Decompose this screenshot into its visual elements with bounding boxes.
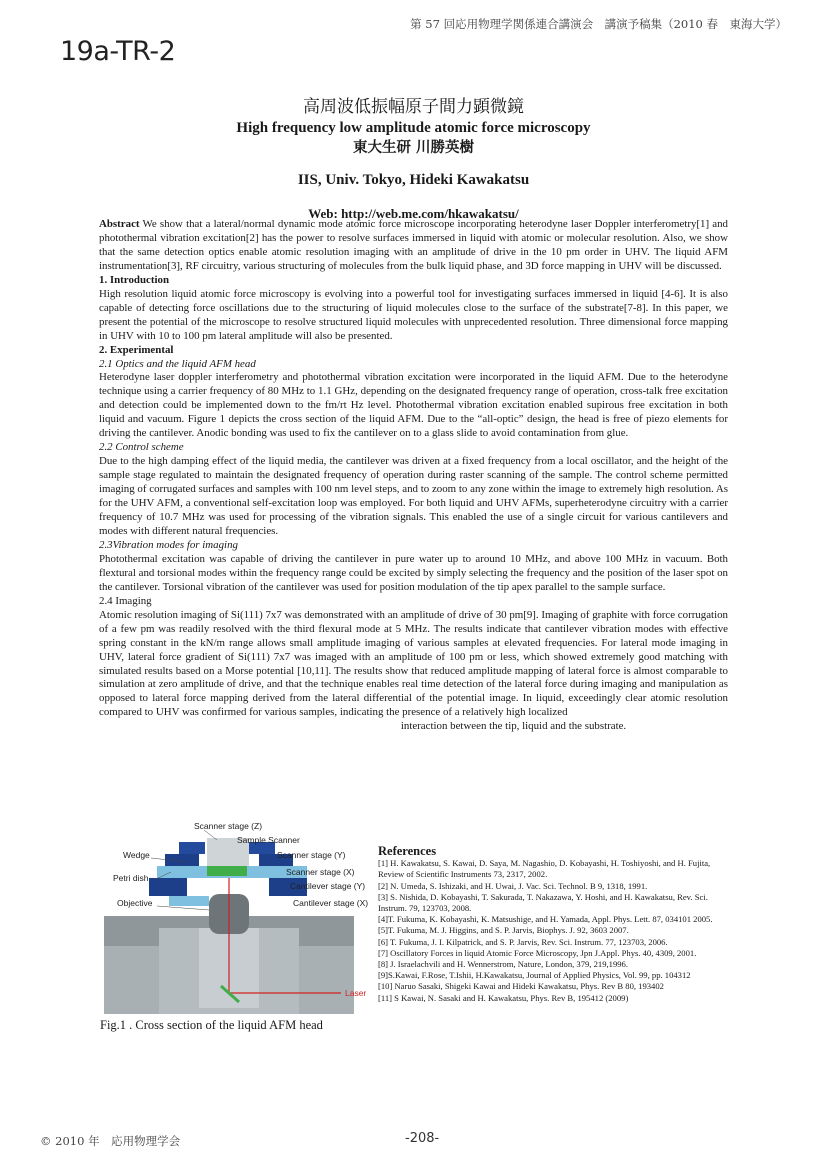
- abstract-label: Abstract: [99, 218, 140, 230]
- web-link[interactable]: Web: http://web.me.com/hkawakatsu/: [308, 206, 519, 221]
- author-japanese: 東大生研 川勝英樹: [352, 140, 475, 156]
- label-wedge: Wedge: [123, 850, 150, 860]
- sub3-heading: 2.3Vibration modes for imaging: [99, 538, 238, 551]
- intro-heading: 1. Introduction: [99, 273, 169, 286]
- references-heading: References: [378, 844, 437, 858]
- sub3-text: Photothermal excitation was capable of driving the cantilever in pure water up to around 10 MHz, and above 100 MHz in vacuum. Both flextural and torsional modes within the frequency range could be excited by simply selecting the frequency and the position of the laser spot on the cantilever. Torsional vibration of the cantilever was used for position modulation of the tip apex parallel to the sample surface.: [99, 552, 728, 593]
- reference-item: [10] Naruo Sasaki, Shigeki Kawai and Hideki Kawakatsu, Phys. Rev B 80, 193402: [378, 981, 664, 992]
- intro-text: High resolution liquid atomic force microscopy is evolving into a powerful tool for investigating surfaces immersed in liquid [4-6]. It is also capable of detecting force oscillations due to the structuring of liquid molecules close to the surface of the substrate[7-8]. In this paper, we present the potential of the microscope to resolve structured liquid molecules with unprecedented resolution. Three dimensional force mapping in UHV with 10 to 100 pm lateral amplitude will also be presented.: [99, 287, 728, 342]
- reference-item: [4]T. Fukuma, K. Kobayashi, K. Matsushige, and H. Yamada, Appl. Phys. Lett. 87, 034101 2005.: [378, 914, 713, 925]
- label-cant-x: Cantilever stage (X): [293, 898, 369, 908]
- reference-item: [6] T. Fukuma, J. I. Kilpatrick, and S. P. Jarvis, Rev. Sci. Instrum. 77, 123703, 2006.: [378, 936, 668, 947]
- figure-afm-cross-section: [99, 818, 374, 1018]
- label-objective: Objective: [117, 898, 153, 908]
- base-right-block: [299, 946, 354, 1014]
- afm-diagram: [99, 818, 374, 1018]
- label-scanner-y: Scanner stage (Y): [277, 850, 346, 860]
- title-english: High frequency low amplitude atomic force microscopy: [236, 120, 591, 136]
- scanner-y-left: [179, 842, 205, 854]
- reference-item: [9]S.Kawai, F.Rose, T.Ishii, H.Kawakatsu, Journal of Applied Physics, Vol. 99, pp. 104312: [378, 970, 691, 981]
- exp-heading: 2. Experimental: [99, 343, 174, 356]
- reference-item: [8] J. Israelachvili and H. Wennerstrom, Nature, London, 379, 219,1996.: [378, 959, 628, 970]
- references: [378, 846, 738, 1004]
- reference-item: [11] S Kawai, N. Sasaki and H. Kawakatsu, Phys. Rev B, 195412 (2009): [378, 992, 629, 1003]
- label-scanner-z: Scanner stage (Z): [194, 821, 263, 831]
- reference-item: [2] N. Umeda, S. Ishizaki, and H. Uwai, J. Vac. Sci. Technol. B 9, 1318, 1991.: [378, 880, 648, 891]
- reference-item: [1] H. Kawakatsu, S. Kawai, D. Saya, M. Nagashio, D. Kobayashi, H. Toshiyoshi, and H. Fujita, Review of Scientific Instruments 73, 2317, 2002.: [378, 858, 711, 880]
- sample: [207, 866, 247, 876]
- title-japanese: 高周波低振幅原子間力顕微鏡: [303, 97, 524, 117]
- label-cant-y: Cantilever stage (Y): [290, 881, 366, 891]
- sub2-text: Due to the high damping effect of the liquid media, the cantilever was driven at a fixed frequency from a local oscillator, and the height of the sample stage regulated to maintain the designated frequency of operation during raster scanning of the sample. The control scheme permitted imaging of corrugated surfaces and samples with 100 nm level steps, and to zoom to any zone within the image to extremely high resolution. As for the UHV AFM, a conventional self-excitation loop was employed. For both liquid and UHV AFMs, superheterodyne circuitry with a carrier frequency of 10.7 MHz was used for processing of the vibration signals. This enabled the use of a single circuit for various cantilevers and modes with different natural frequencies.: [99, 455, 728, 537]
- label-scanner-x: Scanner stage (X): [286, 867, 355, 877]
- leader-objective: [157, 906, 209, 910]
- sub2-heading: 2.2 Control scheme: [99, 441, 184, 454]
- body-text: [99, 218, 728, 734]
- paper-code: 19a-TR-2: [60, 36, 176, 67]
- cant-stage-left: [149, 878, 187, 896]
- label-petri: Petri dish: [113, 873, 149, 883]
- page-number: -208-: [405, 1131, 440, 1146]
- sub1-heading: 2.1 Optics and the liquid AFM head: [99, 357, 256, 370]
- sub4-heading: 2.4 Imaging: [99, 594, 152, 607]
- objective-holder: [169, 896, 209, 906]
- label-laser: Laser: [345, 988, 367, 998]
- abstract: [99, 218, 728, 274]
- figure-caption: Fig.1 . Cross section of the liquid AFM head: [100, 1018, 323, 1032]
- abstract-text: We show that a lateral/normal dynamic mode atomic force microscope incorporating heterodyne laser Doppler interferometry[1] and photothermal vibration excitation[2] has the power to resolve surfaces immersed in liquid with atomic or molecular resolution. Also, we show that the same detection optics enable atomic resolution imaging with an amplitude of drive in the 10 pm order in UHV. The liquid AFM instrumentation[3], RF circuitry, various structuring of molecules from the bulk liquid phase, and 3D force mapping in UHV will be discussed.: [99, 218, 728, 272]
- affiliation: IIS, Univ. Tokyo, Hideki Kawakatsu: [297, 172, 530, 188]
- sub4-text: Atomic resolution imaging of Si(111) 7x7 was demonstrated with an amplitude of drive of 30 pm[9]. Imaging of graphite with force corrugation of a few pm was readily resolved with the third flexural mode at 5 MHz. The results indicate that cantilever vibration modes with effective spring constant in the kN/m range allows small amplitude imaging of various samples at elevated frequencies. For lateral mode imaging in UHV, lateral force gradient of Si(111) 7x7 was imaged with an amplitude of 100 pm or less, which showed extremely good matching with simulated results based on a Morse potential [10,11]. The results show that reduced amplitude mapping of lateral force is almost comparable to simulation at zero amplitude of drive, and that the technique enables real time detection of the lateral force during imaging and manipulation as opposed to lateral force mapping derived from the lateral differential of the potential image. In liquid, exceedingly clear atomic resolution compared to UHV was confirmed for various samples, indicating the presence of a relatively high localized: [99, 608, 728, 719]
- conference-header: 第 57 回応用物理学関係連合講演会 講演予稿集（2010 春 東海大学）: [410, 17, 787, 31]
- base-left-block: [104, 946, 159, 1014]
- reference-list: [378, 858, 738, 1004]
- sub1-text: Heterodyne laser doppler interferometry and photothermal vibration excitation were incorporated in the liquid AFM. Due to the heterodyne technique using a carrier frequency of 80 MHz to 1.1 GHz, depending on the designated frequency range of operation, cross-talk free excitation and detection could be implemented down to the fm/rt Hz level. Photothermal vibration excitation enabled supirous free excitation in both liquid and vacuum. Figure 1 depicts the cross section of the liquid AFM. Due to the “all-optic” design, the head is free of piezo elements for driving the cantilever. Anodic bonding was used to fix the cantilever on to a glass slide to avoid contamination from glue.: [99, 371, 728, 440]
- title-block: [0, 96, 827, 236]
- footer-copyright: © 2010 年 応用物理学会: [40, 1134, 181, 1148]
- sub4-tail: interaction between the tip, liquid and the substrate.: [400, 720, 627, 733]
- label-sample-scanner: Sample Scanner: [237, 835, 300, 845]
- reference-item: [3] S. Nishida, D. Kobayashi, T. Sakurada, T. Nakazawa, Y. Hoshi, and H. Kawakatsu, Rev. Sci. Instrum. 79, 123703, 2008.: [378, 891, 708, 914]
- reference-item: [5]T. Fukuma, M. J. Higgins, and S. P. Jarvis, Biophys. J. 92, 3603 2007.: [378, 925, 629, 936]
- reference-item: [7] Oscillatory Forces in liquid Atomic Force Microscopy, Jpn J.Appl. Phys. 40, 4309, 2001.: [378, 947, 697, 958]
